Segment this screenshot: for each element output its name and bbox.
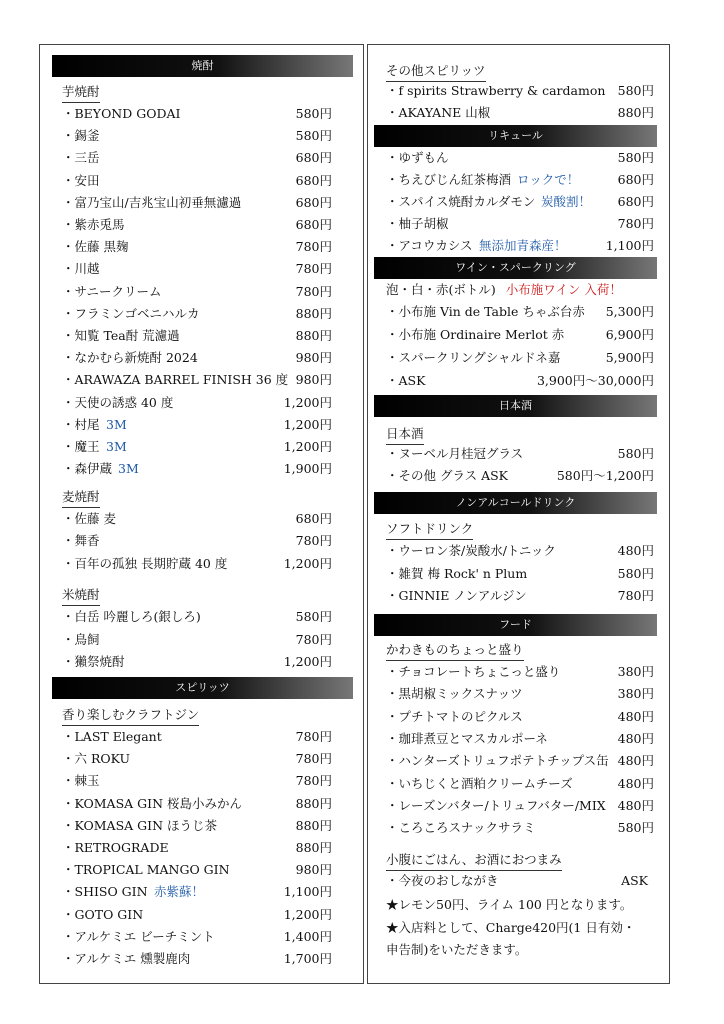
- menu-item: [62, 172, 332, 190]
- menu-item-price: 1,200円: [283, 555, 332, 571]
- menu-item-name: ・小布施 Vin de Table ちゃぶ台赤: [386, 304, 585, 319]
- menu-item-price: 1,200円: [283, 439, 332, 454]
- menu-item-price: 580円: [295, 106, 332, 121]
- menu-item: [62, 532, 332, 550]
- menu-item-name: ・安田: [62, 172, 100, 188]
- menu-item-name: ・ころころスナックサラミ: [386, 820, 536, 836]
- menu-item-name: ・棘玉: [62, 773, 100, 789]
- menu-item: [386, 445, 654, 463]
- menu-item: [62, 283, 332, 301]
- menu-item-price: 780円: [295, 261, 332, 277]
- menu-item-name: ・雑賀 梅 Rock' n Plum: [386, 565, 528, 581]
- menu-item-name: ・サニークリーム: [62, 283, 162, 299]
- wine-bottle-label: 泡・白・赤(ボトル): [386, 282, 496, 297]
- menu-item-name: ・LAST Elegant: [62, 729, 162, 744]
- menu-item-price: 780円: [295, 631, 332, 647]
- menu-item-note: 3M: [106, 416, 127, 432]
- menu-item: [386, 326, 654, 344]
- menu-item-name: ・川越: [62, 261, 100, 277]
- menu-item: [62, 105, 332, 123]
- menu-item-name: ・ウーロン茶/炭酸水/トニック: [386, 543, 556, 558]
- menu-item-name: ・いちじくと酒粕クリームチーズ: [386, 775, 573, 791]
- menu-item-price: 580円: [295, 128, 332, 144]
- menu-item: [62, 327, 332, 345]
- menu-item: [62, 460, 332, 478]
- menu-item: [386, 752, 654, 770]
- menu-item-name: ・魔王: [62, 439, 100, 454]
- menu-item-note: 3M: [106, 439, 127, 454]
- menu-item: [386, 685, 654, 703]
- menu-item-note: 無添加青森産！: [479, 238, 567, 253]
- menu-item-name: ・ARAWAZA BARREL FINISH 36 度: [62, 372, 289, 388]
- menu-item-price: 1,200円: [283, 906, 332, 922]
- menu-item: [62, 216, 332, 234]
- menu-item-price: 780円: [617, 216, 654, 231]
- menu-item-price: 380円: [617, 664, 654, 679]
- menu-item-name: ・佐藤 黒麹: [62, 239, 129, 255]
- menu-item-price: 680円: [295, 217, 332, 232]
- menu-item-price: 680円: [617, 172, 654, 187]
- menu-item-name: ・三岳: [62, 150, 100, 166]
- menu-item: [62, 371, 332, 389]
- menu-item-name: ・今夜のおしながき: [386, 873, 499, 888]
- menu-item-name: ・RETROGRADE: [62, 840, 169, 855]
- section-bar-nonalcohol: ノンアルコールドリンク: [374, 492, 657, 514]
- heading-imo-shochu: 芋焼酎: [62, 83, 100, 103]
- menu-item-price: 480円: [617, 797, 654, 813]
- section-bar-wine: ワイン・スパークリング: [374, 257, 657, 279]
- menu-item: [386, 775, 654, 793]
- menu-item-price: 780円: [295, 773, 332, 789]
- menu-item: [62, 728, 332, 746]
- menu-item: [62, 817, 332, 835]
- menu-item-name: ・黒胡椒ミックスナッツ: [386, 686, 523, 702]
- menu-item: [62, 861, 332, 879]
- menu-item-price: 1,100円: [283, 884, 332, 900]
- menu-item-price: 780円: [295, 283, 332, 299]
- section-bar-food: フード: [374, 614, 657, 636]
- menu-item: [62, 653, 332, 671]
- section-bar-liqueur: リキュール: [374, 125, 657, 147]
- menu-item-name: ・なかむら新焼酎 2024: [62, 350, 198, 366]
- note-charge: ★入店料として、Charge420円(1 日有効・: [386, 920, 636, 935]
- menu-item-price: 480円: [617, 543, 654, 558]
- menu-item-name: ・KOMASA GIN 桜島小みかん: [62, 795, 242, 811]
- menu-item-name: ・鳥飼: [62, 631, 100, 647]
- menu-item: [386, 171, 654, 189]
- right-menu-panel: [367, 44, 670, 984]
- menu-item-name: ・KOMASA GIN ほうじ茶: [62, 817, 217, 833]
- menu-item: [62, 510, 332, 528]
- menu-item: [386, 730, 654, 748]
- menu-item: [386, 149, 654, 167]
- menu-item: [62, 928, 332, 946]
- menu-item-price: 3,900円～30,000円: [536, 373, 654, 388]
- menu-item-price: 880円: [295, 305, 332, 321]
- menu-item-name: ・富乃宝山/吉兆宝山初垂無濾過: [62, 194, 242, 210]
- menu-item: [386, 542, 654, 560]
- menu-item-name: ・アルケミエ 燻製鹿肉: [62, 951, 191, 966]
- wine-bottle-line: [386, 281, 622, 299]
- left-menu-panel: [39, 44, 364, 984]
- menu-item-note: 3M: [118, 461, 139, 477]
- menu-item-price: 980円: [295, 372, 332, 388]
- menu-item: [386, 708, 654, 726]
- menu-item-name: ・フラミンゴベニハルカ: [62, 305, 200, 321]
- menu-item-price: 1,100円: [605, 238, 654, 253]
- menu-item: [386, 565, 654, 583]
- menu-item: [386, 587, 654, 605]
- menu-item: [386, 819, 654, 837]
- menu-item: [62, 950, 332, 968]
- menu-item-name: ・珈琲煮豆とマスカルポーネ: [386, 730, 548, 746]
- menu-item: [62, 260, 332, 278]
- menu-item-price: 880円: [617, 105, 654, 120]
- menu-item-name: ・チョコレートちょこっと盛り: [386, 664, 561, 679]
- menu-item-price: 1,200円: [283, 394, 332, 410]
- menu-item: [62, 795, 332, 813]
- menu-item-name: ・小布施 Ordinaire Merlot 赤: [386, 327, 565, 342]
- heading-sake: 日本酒: [386, 425, 424, 445]
- menu-item-price: 680円: [295, 150, 332, 166]
- menu-item-price: 6,900円: [605, 327, 654, 342]
- menu-item: [62, 238, 332, 256]
- menu-item: [386, 797, 654, 815]
- menu-item: [62, 555, 332, 573]
- heading-meal: 小腹にごはん、お酒におつまみ: [386, 851, 562, 871]
- menu-item-price: 580円: [295, 609, 332, 624]
- note-lemon-lime: ★レモン50円、ライム 100 円となります。: [386, 897, 633, 912]
- menu-item: [62, 750, 332, 768]
- menu-item-price: 580円: [617, 565, 654, 581]
- menu-item: [62, 608, 332, 626]
- menu-item: [386, 303, 654, 321]
- menu-item: [386, 663, 654, 681]
- menu-item-name: ・ASK: [386, 373, 426, 388]
- menu-item-name: ・ヌーベル月桂冠グラス: [386, 446, 524, 461]
- menu-item-price: 580円: [617, 820, 654, 836]
- menu-item: [62, 839, 332, 857]
- menu-item: [386, 193, 654, 211]
- menu-item-price: 880円: [295, 795, 332, 811]
- menu-item-name: ・スパイス焼酎カルダモン: [386, 194, 536, 209]
- menu-item-name: ・その他 グラス ASK: [386, 468, 509, 483]
- menu-item: [62, 394, 332, 412]
- menu-item-price: 580円: [617, 83, 654, 98]
- menu-item-name: ・レーズンバター/トリュフバター/MIX: [386, 797, 606, 813]
- menu-item-price: 480円: [617, 708, 654, 724]
- menu-item-price: 380円: [617, 686, 654, 702]
- menu-item-price: 5,300円: [605, 304, 654, 319]
- menu-item-price: 1,400円: [283, 928, 332, 944]
- menu-item-price: 780円: [617, 588, 654, 603]
- menu-item-name: ・白岳 吟麗しろ(銀しろ): [62, 609, 201, 624]
- menu-item-name: ・百年の孤独 長期貯蔵 40 度: [62, 555, 228, 571]
- menu-item: [62, 883, 332, 901]
- menu-item-name: ・天使の誘惑 40 度: [62, 394, 174, 410]
- section-bar-sake: 日本酒: [374, 395, 657, 417]
- menu-item-price: 480円: [617, 753, 654, 769]
- menu-item-price: 1,900円: [283, 461, 332, 477]
- menu-item-price: 5,900円: [605, 350, 654, 365]
- menu-item-name: ・ハンターズトリュフポテトチップス缶: [386, 753, 609, 769]
- menu-item: [62, 349, 332, 367]
- menu-item: [62, 631, 332, 649]
- menu-item: [62, 906, 332, 924]
- menu-item: [386, 349, 654, 367]
- menu-item: [62, 438, 332, 456]
- menu-item-name: ・錫釜: [62, 128, 100, 144]
- menu-item-price: 680円: [295, 194, 332, 210]
- menu-item-name: ・六 ROKU: [62, 751, 131, 767]
- menu-item-price: 580円～1,200円: [556, 468, 654, 483]
- menu-item: [386, 372, 654, 390]
- menu-item-name: ・アコウカシス: [386, 238, 473, 253]
- menu-item-note: 赤紫蘇！: [154, 884, 205, 900]
- menu-item-name: ・ちえびじん紅茶梅酒: [386, 172, 512, 187]
- menu-item-name: ・BEYOND GODAI: [62, 106, 181, 121]
- menu-item-price: 580円: [617, 446, 654, 461]
- menu-item-price: 980円: [295, 862, 332, 878]
- menu-item-name: ・GINNIE ノンアルジン: [386, 588, 527, 603]
- menu-item-price: 580円: [617, 150, 654, 165]
- heading-mugi-shochu: 麦焼酎: [62, 488, 100, 508]
- menu-item-name: ・佐藤 麦: [62, 511, 116, 526]
- menu-item-price: 880円: [295, 817, 332, 833]
- heading-kome-shochu: 米焼酎: [62, 586, 100, 606]
- note-charge-cont: 申告制)をいただきます。: [386, 942, 528, 957]
- menu-item-price: 680円: [295, 172, 332, 188]
- menu-item-name: ・知覧 Tea酎 荒濾過: [62, 328, 180, 343]
- menu-item-price: 1,700円: [283, 951, 332, 966]
- menu-item: [386, 215, 654, 233]
- section-bar-spirits: スピリッツ: [52, 677, 353, 699]
- menu-item-price: 780円: [295, 751, 332, 767]
- menu-item-price: ASK: [621, 873, 648, 888]
- menu-item: [62, 194, 332, 212]
- menu-item-name: ・森伊蔵: [62, 461, 113, 477]
- menu-item-price: 680円: [617, 194, 654, 209]
- menu-item-name: ・紫赤兎馬: [62, 217, 125, 232]
- heading-soft-drink: ソフトドリンク: [386, 520, 473, 540]
- menu-item: [62, 772, 332, 790]
- menu-item-name: ・GOTO GIN: [62, 906, 144, 922]
- menu-item-price: 880円: [295, 840, 332, 855]
- section-bar-shochu: 焼酎: [52, 55, 353, 77]
- menu-item-price: 780円: [295, 239, 332, 255]
- menu-item-note: 炭酸割！: [541, 194, 592, 209]
- heading-craft-gin: 香り楽しむクラフトジン: [62, 706, 199, 726]
- wine-bottle-note: 小布施ワイン 入荷！: [505, 282, 622, 297]
- menu-item: [62, 149, 332, 167]
- menu-item-name: ・ゆずもん: [386, 150, 449, 165]
- menu-item: [386, 82, 654, 100]
- menu-item-price: 1,200円: [283, 654, 332, 669]
- menu-item: [62, 305, 332, 323]
- menu-item-name: ・f spirits Strawberry & cardamon: [386, 83, 606, 98]
- heading-other-spirits: その他スピリッツ: [386, 62, 486, 82]
- menu-item-name: ・アルケミエ ビーチミント: [62, 928, 215, 944]
- menu-item-price: 480円: [617, 775, 654, 791]
- menu-item-name: ・舞香: [62, 533, 100, 549]
- menu-item: [386, 237, 654, 255]
- menu-item-note: ロックで！: [517, 172, 580, 187]
- menu-item: [386, 467, 654, 485]
- menu-item: [62, 127, 332, 145]
- menu-item-name: ・TROPICAL MANGO GIN: [62, 862, 230, 878]
- menu-item-name: ・SHISO GIN: [62, 884, 148, 900]
- menu-item-price: 680円: [295, 511, 332, 526]
- menu-item-name: ・村尾: [62, 416, 100, 432]
- menu-item-name: ・柚子胡椒: [386, 216, 449, 231]
- menu-item-price: 780円: [295, 533, 332, 549]
- menu-item-price: 480円: [617, 730, 654, 746]
- menu-item-name: ・スパークリングシャルドネ嘉: [386, 350, 561, 365]
- menu-item: [62, 416, 332, 434]
- menu-item-name: ・AKAYANE 山椒: [386, 105, 491, 120]
- menu-item-name: ・プチトマトのピクルス: [386, 708, 523, 724]
- menu-item: [386, 104, 654, 122]
- menu-item: [386, 872, 648, 890]
- menu-item-price: 780円: [295, 729, 332, 744]
- heading-snacks: かわきものちょっと盛り: [386, 641, 524, 661]
- menu-item-price: 980円: [295, 350, 332, 366]
- menu-item-name: ・獺祭焼酎: [62, 654, 125, 669]
- menu-item-price: 1,200円: [283, 416, 332, 432]
- menu-item-price: 880円: [295, 328, 332, 343]
